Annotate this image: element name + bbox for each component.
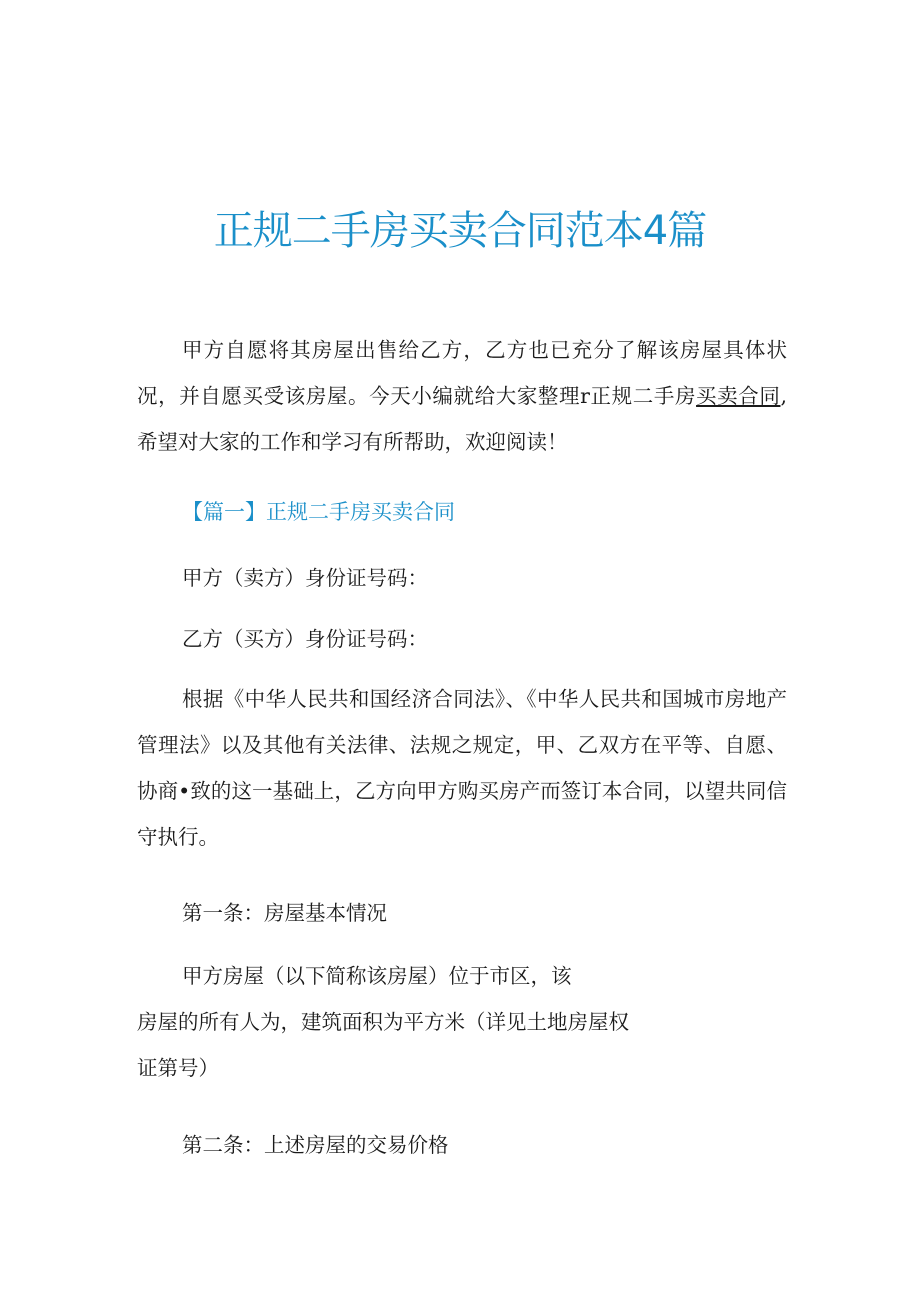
seller-id-line: 甲方（卖方）身份证号码： xyxy=(182,566,428,590)
section-heading: 【篇一】正规二手房买卖合同 xyxy=(182,500,455,524)
article1-body xyxy=(137,953,629,1091)
contract-link[interactable]: 买卖合同 xyxy=(696,384,781,408)
document-title: 正规二手房买卖合同范本4篇 xyxy=(213,208,707,254)
article1-heading: 第一条：房屋基本情况 xyxy=(182,901,387,925)
basis-paragraph: 根据《中华人民共和国经济合同法》、《中华人民共和国城市房地产管理法》以及其他有关法律、法规之规定，甲、乙双方在平等、自愿、协商•致的这一基础上，乙方向甲方购买房产而签订本合同，以望共同信守执行。 xyxy=(137,687,787,849)
intro-paragraph xyxy=(137,327,787,465)
article2-heading: 第二条：上述房屋的交易价格 xyxy=(182,1133,449,1157)
article1-line2: 房屋的所有人为，建筑面积为平方米（详见土地房屋权 xyxy=(137,1010,629,1034)
intro-text-after: ,希望对大家的工作和学习有所帮助，欢迎阅读！ xyxy=(137,384,787,454)
article1-line3: 证第号） xyxy=(137,1056,219,1080)
article1-line1: 甲方房屋（以下简称该房屋）位于市区，该 xyxy=(182,964,572,988)
buyer-id-line: 乙方（买方）身份证号码： xyxy=(182,627,428,651)
intro-text-before: 甲方自愿将其房屋出售给乙方，乙方也已充分了解该房屋具体状况，并自愿买受该房屋。今天小编就给大家整理r正规二手房 xyxy=(137,338,787,408)
